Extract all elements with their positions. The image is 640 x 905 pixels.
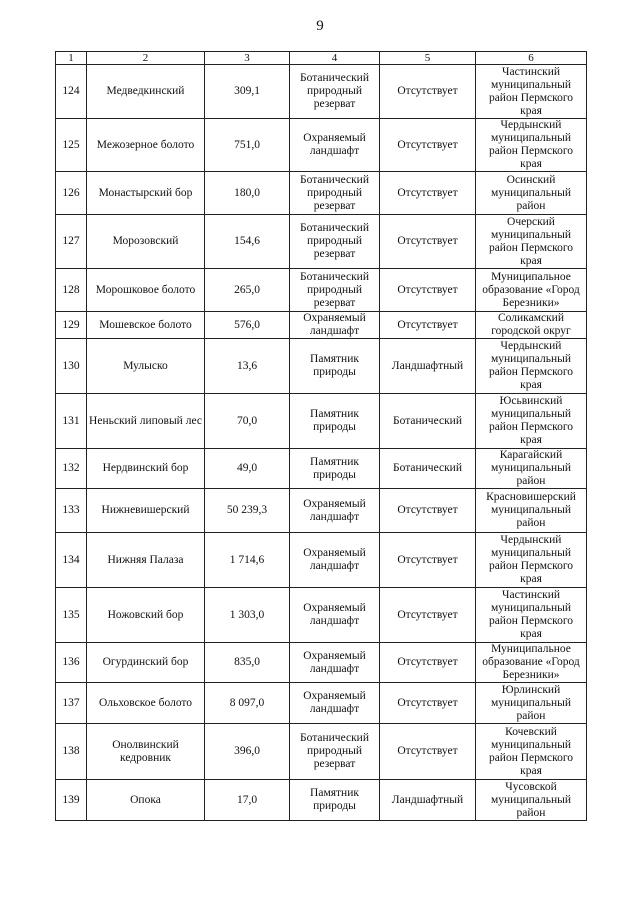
area-size: 180,0 [205,172,290,215]
area-size: 396,0 [205,724,290,780]
area-profile: Отсутствует [380,683,476,724]
area-location: Чердынский муниципальный район Пермского края [476,533,587,588]
area-name: Нердвинский бор [87,449,205,489]
area-profile: Ландшафтный [380,339,476,394]
area-size: 576,0 [205,312,290,339]
area-profile: Отсутствует [380,65,476,119]
area-name: Медведкинский [87,65,205,119]
area-size: 17,0 [205,780,290,821]
table-row [56,449,587,489]
area-size: 70,0 [205,394,290,449]
area-category: Охраняемый ландшафт [290,489,380,533]
area-category: Ботанический природный резерват [290,215,380,269]
area-category: Ботанический природный резерват [290,172,380,215]
area-category: Ботанический природный резерват [290,724,380,780]
area-profile: Ботанический [380,394,476,449]
area-size: 265,0 [205,269,290,312]
column-header: 6 [476,52,587,65]
area-location: Осинский муниципальный район [476,172,587,215]
area-category: Памятник природы [290,449,380,489]
table-row [56,119,587,172]
area-location: Муниципальное образование «Город Березники» [476,643,587,683]
area-profile: Ландшафтный [380,780,476,821]
table-row [56,533,587,588]
area-size: 835,0 [205,643,290,683]
row-number: 126 [56,172,87,215]
area-profile: Отсутствует [380,215,476,269]
row-number: 135 [56,588,87,643]
area-name: Опока [87,780,205,821]
area-profile: Отсутствует [380,312,476,339]
area-profile: Отсутствует [380,724,476,780]
area-category: Охраняемый ландшафт [290,533,380,588]
area-profile: Отсутствует [380,269,476,312]
area-profile: Отсутствует [380,588,476,643]
area-location: Красновишерский муниципальный район [476,489,587,533]
area-size: 1 714,6 [205,533,290,588]
area-location: Соликамский городской округ [476,312,587,339]
row-number: 134 [56,533,87,588]
area-location: Юсьвинский муниципальный район Пермского края [476,394,587,449]
row-number: 132 [56,449,87,489]
area-name: Нижняя Палаза [87,533,205,588]
area-profile: Отсутствует [380,643,476,683]
area-category: Ботанический природный резерват [290,65,380,119]
table-row [56,339,587,394]
table-row [56,269,587,312]
area-name: Морошковое болото [87,269,205,312]
area-location: Юрлинский муниципальный район [476,683,587,724]
area-name: Онолвинский кедровник [87,724,205,780]
area-location: Очерский муниципальный район Пермского края [476,215,587,269]
area-name: Монастырский бор [87,172,205,215]
area-category: Ботанический природный резерват [290,269,380,312]
row-number: 138 [56,724,87,780]
area-size: 1 303,0 [205,588,290,643]
area-location: Кочевский муниципальный район Пермского края [476,724,587,780]
area-name: Неньский липовый лес [87,394,205,449]
area-size: 13,6 [205,339,290,394]
table-row [56,215,587,269]
table-row [56,65,587,119]
area-location: Чусовской муниципальный район [476,780,587,821]
area-size: 751,0 [205,119,290,172]
row-number: 136 [56,643,87,683]
area-category: Охраняемый ландшафт [290,643,380,683]
row-number: 137 [56,683,87,724]
row-number: 131 [56,394,87,449]
area-category: Охраняемый ландшафт [290,588,380,643]
protected-areas-table [55,51,587,821]
table-body [56,65,587,821]
table-row [56,780,587,821]
area-location: Частинский муниципальный район Пермского края [476,588,587,643]
area-name: Мошевское болото [87,312,205,339]
row-number: 130 [56,339,87,394]
table-row [56,489,587,533]
row-number: 128 [56,269,87,312]
table-row [56,172,587,215]
area-size: 154,6 [205,215,290,269]
column-header: 2 [87,52,205,65]
table-row [56,683,587,724]
area-profile: Отсутствует [380,489,476,533]
area-name: Ножовский бор [87,588,205,643]
table-row [56,643,587,683]
area-category: Охраняемый ландшафт [290,312,380,339]
area-name: Межозерное болото [87,119,205,172]
area-location: Карагайский муниципальный район [476,449,587,489]
page-number: 9 [316,18,324,34]
area-name: Ольховское болото [87,683,205,724]
area-category: Памятник природы [290,394,380,449]
area-category: Памятник природы [290,780,380,821]
area-profile: Ботанический [380,449,476,489]
area-category: Охраняемый ландшафт [290,683,380,724]
area-category: Охраняемый ландшафт [290,119,380,172]
area-size: 50 239,3 [205,489,290,533]
area-size: 8 097,0 [205,683,290,724]
table-row [56,588,587,643]
area-location: Муниципальное образование «Город Березники» [476,269,587,312]
table-row [56,312,587,339]
column-header: 4 [290,52,380,65]
area-category: Памятник природы [290,339,380,394]
row-number: 127 [56,215,87,269]
column-header: 1 [56,52,87,65]
column-header: 3 [205,52,290,65]
area-location: Частинский муниципальный район Пермского края [476,65,587,119]
column-header: 5 [380,52,476,65]
table-row [56,394,587,449]
row-number: 125 [56,119,87,172]
area-name: Мулыско [87,339,205,394]
area-name: Нижневишерский [87,489,205,533]
row-number: 133 [56,489,87,533]
area-profile: Отсутствует [380,533,476,588]
area-size: 49,0 [205,449,290,489]
row-number: 129 [56,312,87,339]
area-profile: Отсутствует [380,119,476,172]
row-number: 139 [56,780,87,821]
area-name: Огурдинский бор [87,643,205,683]
area-profile: Отсутствует [380,172,476,215]
area-location: Чердынский муниципальный район Пермского края [476,339,587,394]
area-size: 309,1 [205,65,290,119]
area-name: Морозовский [87,215,205,269]
row-number: 124 [56,65,87,119]
area-location: Чердынский муниципальный район Пермского края [476,119,587,172]
table-row [56,724,587,780]
table-header-row [56,52,587,65]
